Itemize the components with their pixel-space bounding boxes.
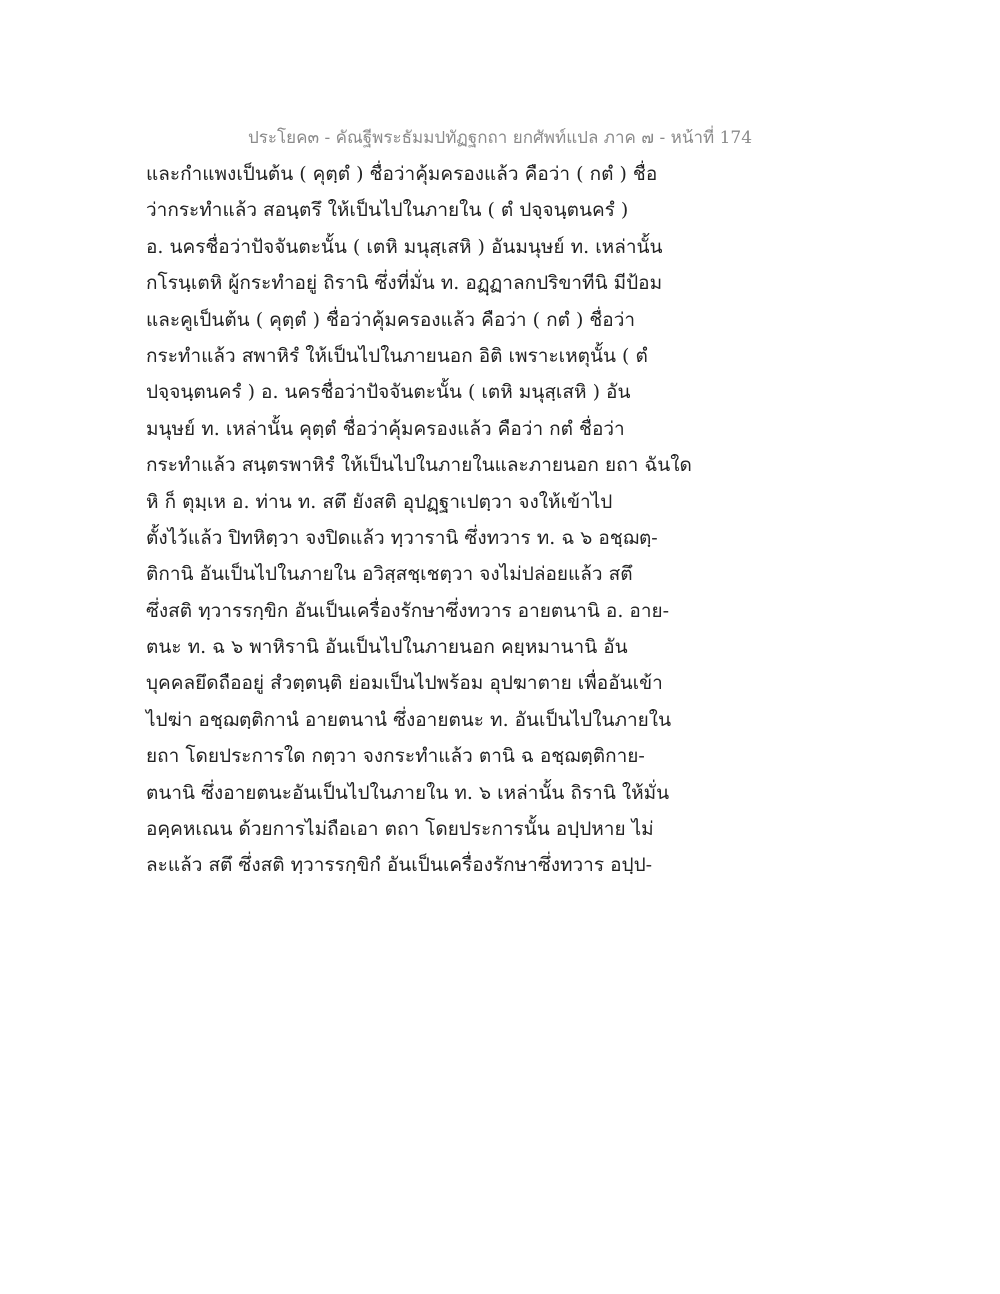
text-line: หิ ก็ ตุมฺเห อ. ท่าน ท. สตึ ยังสติ อุปฏฺฐาเปตฺวา จงให้เข้าไป [146,490,613,513]
text-line: ไปฆ่า อชฺฌตฺติกานํ อายตนานํ ซึ่งอายตนะ ท. อันเป็นไปในภายใน [146,708,672,731]
body-text [146,156,706,884]
text-line: และคูเป็นต้น ( คุตฺตํ ) ชื่อว่าคุ้มครองแล้ว คือว่า ( กตํ ) ชื่อว่า [146,308,636,331]
text-line: อคฺคหเณน ด้วยการไม่ถือเอา ตถา โดยประการนั้น อปฺปหาย ไม่ [146,818,654,841]
text-line: และกำแพงเป็นต้น ( คุตฺตํ ) ชื่อว่าคุ้มครองแล้ว คือว่า ( กตํ ) ชื่อ [146,163,658,185]
text-line: บุคคลยึดถืออยู่ สํวตฺตนฺติ ย่อมเป็นไปพร้อม อุปฆาตาย เพื่ออันเข้า [146,672,663,695]
text-line: ตนะ ท. ฉ ๖ พาหิรานิ อันเป็นไปในภายนอก คยฺหมานานิ อัน [146,636,628,659]
text-line: ตนานิ ซึ่งอายตนะอันเป็นไปในภายใน ท. ๖ เหล่านั้น ถิรานิ ให้มั่น [146,781,670,804]
text-line: ยถา โดยประการใด กตฺวา จงกระทำแล้ว ตานิ ฉ อชฺฌตฺติกาย- [146,745,645,768]
text-line: มนุษย์ ท. เหล่านั้น คุตฺตํ ชื่อว่าคุ้มครองแล้ว คือว่า กตํ ชื่อว่า [146,417,625,440]
text-line: ปจฺจนฺตนครํ ) อ. นครชื่อว่าปัจจันตะนั้น ( เตหิ มนุสฺเสหิ ) อัน [146,381,631,404]
text-line: กโรนฺเตหิ ผู้กระทำอยู่ ถิรานิ ซึ่งที่มั่น ท. อฏฺฏาลกปริขาทีนิ มีป้อม [146,272,663,295]
text-line: ว่ากระทำแล้ว สอนฺตรึ ให้เป็นไปในภายใน ( ตํ ปจฺจนฺตนครํ ) [146,199,629,222]
text-line: ติกานิ อันเป็นไปในภายใน อวิสฺสชฺเชตฺวา จงไม่ปล่อยแล้ว สตึ [146,563,633,586]
text-line: ละแล้ว สตึ ซึ่งสติ ทฺวารรกฺขิกํ อันเป็นเครื่องรักษาซึ่งทวาร อปฺป- [146,854,653,877]
page-header: ประโยค๓ - คัณฐีพระธัมมปทัฏฐกถา ยกศัพท์แปล ภาค ๗ - หน้าที่ 174 [247,128,753,148]
text-line: กระทำแล้ว สพาหิรํ ให้เป็นไปในภายนอก อิติ เพราะเหตุนั้น ( ตํ [146,344,648,367]
text-line: ซึ่งสติ ทฺวารรกฺขิก อันเป็นเครื่องรักษาซึ่งทวาร อายตนานิ อ. อาย- [146,599,670,622]
text-line: อ. นครชื่อว่าปัจจันตะนั้น ( เตหิ มนุสฺเสหิ ) อันมนุษย์ ท. เหล่านั้น [146,235,663,258]
text-line: กระทำแล้ว สนฺตรพาหิรํ ให้เป็นไปในภายในและภายนอก ยถา ฉันใด [146,454,692,477]
text-line: ตั้งไว้แล้ว ปิทหิตฺวา จงปิดแล้ว ทฺวารานิ ซึ่งทวาร ท. ฉ ๖ อชฺฌตฺ- [146,526,658,549]
